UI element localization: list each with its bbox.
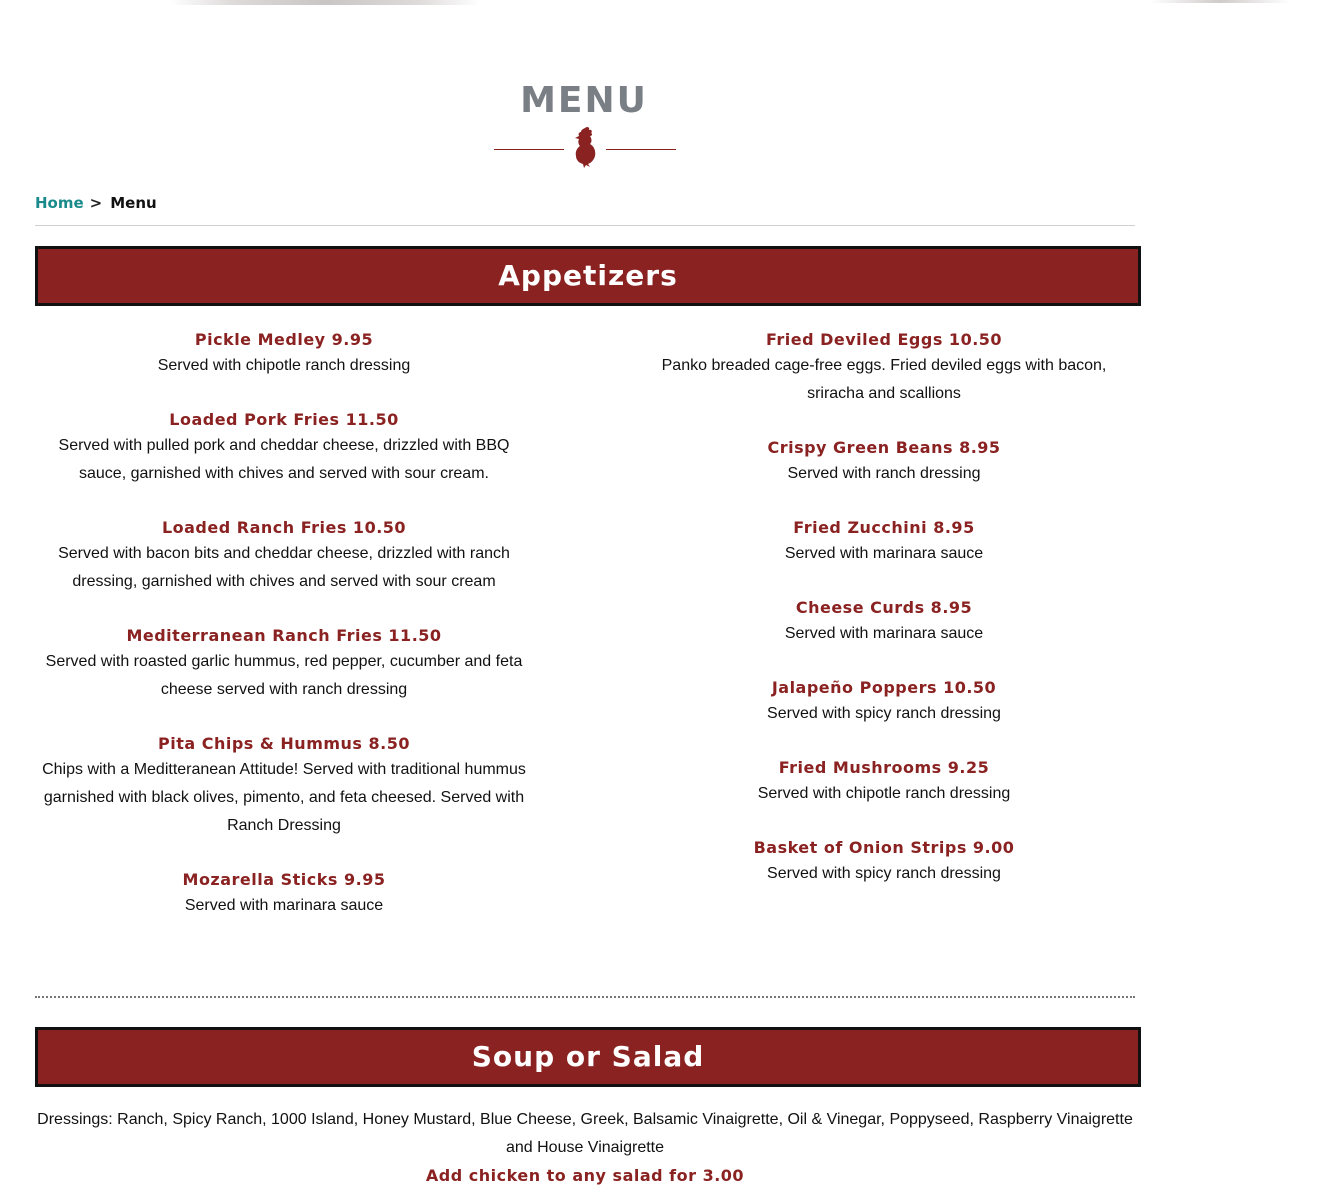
menu-item-description: Chips with a Meditteranean Attitude! Served with traditional hummus garnished with black olives, pimento, and feta cheesed. Served with Ranch Dressing <box>42 761 526 834</box>
menu-item-description: Served with ranch dressing <box>787 465 981 482</box>
breadcrumb-home-link[interactable]: Home <box>35 194 84 212</box>
menu-item-title: Fried Zucchini 8.95 <box>793 518 975 537</box>
menu-item <box>35 732 533 840</box>
menu-item-description: Served with chipotle ranch dressing <box>157 357 411 374</box>
menu-item-title: Crispy Green Beans 8.95 <box>767 438 1001 457</box>
menu-item-title: Jalapeño Poppers 10.50 <box>771 678 997 697</box>
menu-item-description: Served with spicy ranch dressing <box>767 705 1001 722</box>
menu-item-title: Mozarella Sticks 9.95 <box>182 870 386 889</box>
divider-line-right <box>606 149 676 150</box>
menu-item-title: Loaded Ranch Fries 10.50 <box>161 518 407 537</box>
appetizers-left-column <box>35 328 533 948</box>
menu-item-title: Pita Chips & Hummus 8.50 <box>158 734 410 753</box>
menu-item-description: Served with chipotle ranch dressing <box>757 785 1011 802</box>
menu-item-title: Basket of Onion Strips 9.00 <box>753 838 1015 857</box>
header-logo-strip <box>0 0 1330 10</box>
menu-item-description: Served with spicy ranch dressing <box>767 865 1001 882</box>
breadcrumb-current: Menu <box>110 194 157 212</box>
menu-item <box>635 676 1133 728</box>
menu-item <box>35 408 533 488</box>
breadcrumb <box>35 194 157 212</box>
menu-item <box>35 328 533 380</box>
menu-item-title: Cheese Curds 8.95 <box>795 598 973 617</box>
breadcrumb-separator: > <box>89 194 103 212</box>
menu-item-description: Panko breaded cage-free eggs. Fried deviled eggs with bacon, sriracha and scallions <box>661 357 1107 402</box>
menu-item-description: Served with marinara sauce <box>184 897 384 914</box>
divider-line-left <box>494 149 564 150</box>
menu-item <box>635 756 1133 808</box>
menu-item <box>635 516 1133 568</box>
salad-dressings-text: Dressings: Ranch, Spicy Ranch, 1000 Island, Honey Mustard, Blue Cheese, Greek, Balsamic Vinaigrette, Oil & Vinegar, Poppyseed, Raspberry Vinaigrette and House Vinaigrette <box>37 1111 1133 1156</box>
menu-item <box>35 624 533 704</box>
title-divider <box>494 126 676 168</box>
menu-item <box>635 836 1133 888</box>
menu-item <box>635 436 1133 488</box>
page-title: MENU <box>520 80 648 121</box>
header-decoration-right <box>1150 0 1290 3</box>
menu-item-description: Served with marinara sauce <box>784 625 984 642</box>
section-heading-soup-salad: Soup or Salad <box>35 1027 1141 1087</box>
menu-item-description: Served with roasted garlic hummus, red pepper, cucumber and feta cheese served with ranch dressing <box>45 653 523 698</box>
section-heading-appetizers: Appetizers <box>35 246 1141 306</box>
menu-item-description: Served with marinara sauce <box>784 545 984 562</box>
menu-item-title: Fried Deviled Eggs 10.50 <box>765 330 1003 349</box>
header-decoration-left <box>170 0 480 5</box>
rooster-icon <box>568 126 602 168</box>
menu-item <box>35 868 533 920</box>
section-separator <box>35 996 1135 998</box>
menu-item-description: Served with bacon bits and cheddar cheese, drizzled with ranch dressing, garnished with chives and served with sour cream <box>58 545 510 590</box>
menu-item <box>35 516 533 596</box>
menu-item-title: Mediterranean Ranch Fries 11.50 <box>126 626 442 645</box>
salad-add-on-text: Add chicken to any salad for 3.00 <box>425 1166 745 1185</box>
menu-item <box>635 328 1133 408</box>
menu-item-title: Fried Mushrooms 9.25 <box>778 758 990 777</box>
menu-item-description: Served with pulled pork and cheddar cheese, drizzled with BBQ sauce, garnished with chives and served with sour cream. <box>58 437 510 482</box>
menu-item-title: Loaded Pork Fries 11.50 <box>169 410 399 429</box>
breadcrumb-divider <box>35 225 1135 226</box>
menu-item-title: Pickle Medley 9.95 <box>194 330 374 349</box>
appetizers-right-column <box>635 328 1133 916</box>
menu-item <box>635 596 1133 648</box>
